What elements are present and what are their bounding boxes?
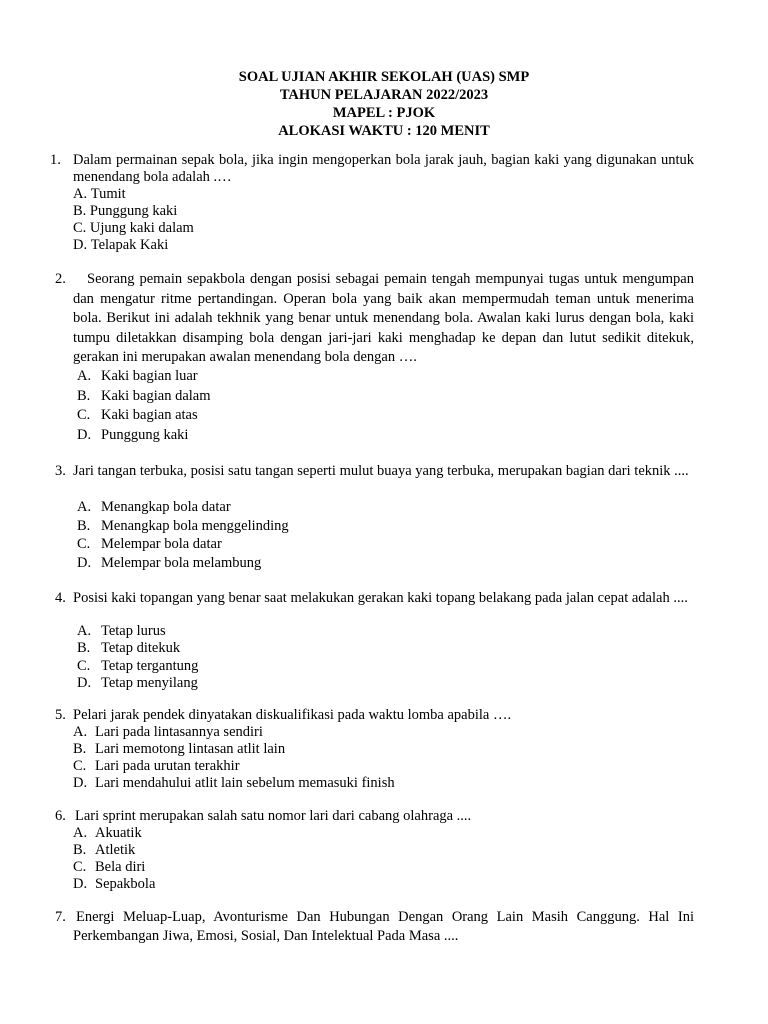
option-text: Melempar bola datar: [101, 536, 222, 552]
option-text: Lari mendahului atlit lain sebelum memasuki finish: [95, 775, 395, 791]
question-text: Dalam permainan sepak bola, jika ingin mengoperkan bola jarak jauh, bagian kaki yang digunakan untuk menendang bola adalah .…: [73, 152, 694, 185]
option-text: Tetap tergantung: [101, 657, 199, 674]
option-letter: A.: [77, 623, 92, 639]
option-text: Sepakbola: [95, 876, 156, 892]
option-text: Menangkap bola menggelinding: [101, 517, 289, 534]
option-c: [73, 758, 395, 775]
question-number: 2.: [55, 271, 66, 287]
option-text: Lari pada urutan terakhir: [95, 758, 240, 774]
question-number: 5.: [55, 707, 66, 723]
option-letter: B.: [77, 387, 91, 404]
option-text: Kaki bagian luar: [101, 368, 198, 384]
option-d: [77, 426, 211, 446]
option-a: [73, 186, 194, 203]
academic-year: TAHUN PELAJARAN 2022/2023: [279, 87, 489, 103]
option-a: [73, 724, 395, 741]
option-letter: C.: [73, 220, 87, 236]
option-text: Akuatik: [95, 825, 142, 841]
option-text: Menangkap bola datar: [101, 499, 231, 515]
option-letter: B.: [77, 517, 91, 534]
question-text: Pelari jarak pendek dinyatakan diskualifikasi pada waktu lomba apabila ….: [73, 707, 512, 723]
option-text: Tetap ditekuk: [101, 640, 181, 657]
option-c: [73, 859, 155, 876]
option-text: Punggung kaki: [89, 203, 178, 219]
option-text: Punggung kaki: [101, 426, 189, 443]
option-text: Kaki bagian atas: [101, 407, 198, 423]
option-letter: D.: [73, 775, 88, 791]
option-list: [73, 724, 395, 792]
option-list: [77, 498, 289, 572]
question-text: Lari sprint merupakan salah satu nomor lari dari cabang olahraga ....: [75, 808, 472, 824]
option-letter: B.: [73, 741, 87, 757]
time-allocation: ALOKASI WAKTU : 120 MENIT: [278, 123, 490, 139]
option-letter: B.: [73, 203, 87, 219]
option-a: [73, 825, 155, 842]
option-text: Atletik: [95, 842, 136, 858]
option-text: Lari memotong lintasan atlit lain: [95, 741, 286, 757]
question-text: Energi Meluap-Luap, Avonturisme Dan Hubungan Dengan Orang Lain Masih Canggung. Hal Ini Perkembangan Jiwa, Emosi, Sosial, Dan Intelektual Pada Masa ....: [73, 909, 694, 944]
option-letter: D.: [73, 237, 88, 253]
option-c: [77, 535, 289, 554]
option-b: [77, 517, 289, 536]
option-text: Tetap menyilang: [101, 674, 198, 691]
option-d: [73, 775, 395, 792]
option-list: [73, 186, 194, 254]
option-d: [73, 237, 194, 254]
option-letter: A.: [77, 368, 92, 384]
option-text: Kaki bagian dalam: [101, 387, 211, 404]
question-number: 7.: [55, 909, 66, 925]
option-letter: A.: [73, 724, 88, 740]
option-letter: C.: [73, 758, 87, 774]
question-number: 4.: [55, 590, 66, 606]
option-text: Tumit: [90, 186, 126, 202]
option-d: [73, 876, 155, 893]
exam-title: SOAL UJIAN AKHIR SEKOLAH (UAS) SMP: [238, 69, 530, 85]
option-letter: C.: [77, 536, 91, 552]
option-letter: A.: [73, 825, 88, 841]
option-text: Telapak Kaki: [90, 237, 169, 253]
option-c: [73, 220, 194, 237]
option-a: [77, 498, 289, 517]
option-letter: A.: [77, 499, 92, 515]
option-letter: D.: [77, 426, 92, 443]
option-text: Melempar bola melambung: [101, 554, 262, 571]
subject: MAPEL : PJOK: [332, 105, 436, 121]
question-text: Seorang pemain sepakbola dengan posisi sebagai pemain tengah mempunyai tugas untuk mengumpan dan mengatur ritme pertandingan. Operan bola yang baik akan mempermudah teman untuk menerima bola. Berikut ini adalah tekhnik yang benar untuk menendang bola. Awalan kaki lurus dengan bola, kaki tumpu diletakkan disamping bola dengan jari-jari kaki menghadap ke depan dan lutut sedikit ditekuk, gerakan ini merupakan awalan menendang bola dengan ….: [73, 271, 694, 365]
option-d: [77, 675, 198, 692]
question-number: 3.: [55, 463, 66, 479]
option-letter: C.: [77, 657, 91, 674]
option-letter: C.: [77, 407, 91, 423]
option-c: [77, 406, 211, 426]
option-letter: B.: [77, 640, 91, 657]
exam-header: [0, 68, 768, 140]
option-letter: D.: [77, 554, 92, 571]
option-d: [77, 554, 289, 573]
option-text: Ujung kaki dalam: [89, 220, 194, 236]
question-number: 1.: [50, 152, 61, 168]
option-letter: A.: [73, 186, 88, 202]
option-b: [73, 842, 155, 859]
option-text: Tetap lurus: [101, 623, 166, 639]
option-a: [77, 367, 211, 387]
option-text: Bela diri: [95, 859, 146, 875]
option-letter: D.: [73, 876, 88, 892]
option-list: [77, 623, 198, 692]
option-b: [73, 203, 194, 220]
option-c: [77, 658, 198, 675]
option-b: [73, 741, 395, 758]
option-b: [77, 387, 211, 407]
option-text: Lari pada lintasannya sendiri: [95, 724, 263, 740]
question-text: Jari tangan terbuka, posisi satu tangan seperti mulut buaya yang terbuka, merupakan bagian dari teknik ....: [73, 463, 689, 479]
option-list: [73, 825, 155, 893]
option-a: [77, 623, 198, 640]
option-list: [77, 367, 211, 445]
option-letter: C.: [73, 859, 87, 875]
option-letter: D.: [77, 674, 92, 691]
option-b: [77, 640, 198, 657]
option-letter: B.: [73, 842, 87, 858]
question-number: 6.: [55, 808, 66, 824]
question-text: Posisi kaki topangan yang benar saat melakukan gerakan kaki topang belakang pada jalan cepat adalah ....: [73, 590, 688, 606]
